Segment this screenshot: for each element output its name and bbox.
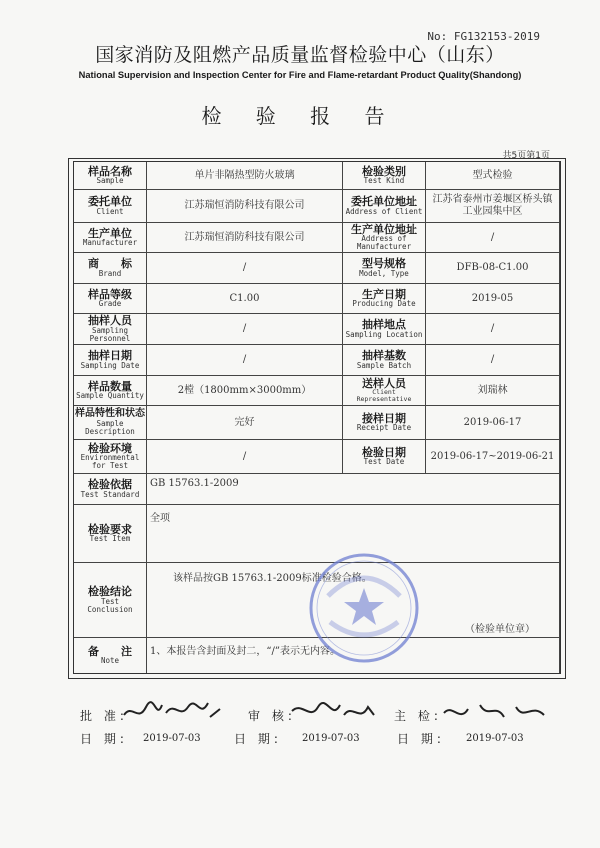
value-sampling-personnel: /	[147, 314, 343, 345]
label-client: 委托单位 Client	[74, 190, 147, 223]
value-producing-date: 2019-05	[426, 284, 560, 314]
value-sample: 单片非隔热型防火玻璃	[147, 162, 343, 190]
inspector-signature-icon	[440, 697, 550, 727]
center-title-cn: 国家消防及阻燃产品质量监督检验中心（山东）	[95, 44, 505, 66]
value-brand: /	[147, 253, 343, 284]
label-sampling-personnel: 抽样人员 Sampling Personnel	[74, 314, 147, 345]
label-test-item: 检验要求 Test Item	[74, 505, 147, 563]
label-manufacturer-address: 生产单位地址 Address of Manufacturer	[343, 223, 426, 253]
label-conclusion: 检验结论 Test Conclusion	[74, 563, 147, 638]
value-model: DFB-08-C1.00	[426, 253, 560, 284]
label-model: 型号规格 Model, Type	[343, 253, 426, 284]
approve-label: 批 准:	[80, 709, 128, 723]
approver-signature-icon	[120, 695, 225, 727]
label-sample-quantity: 样品数量 Sample Quantity	[74, 376, 147, 406]
review-label: 审 核:	[248, 709, 296, 723]
page-info: 共5页第1页	[502, 151, 550, 161]
value-client-representative: 刘瑞林	[426, 376, 560, 406]
report-title: 检 验 报 告	[201, 104, 399, 128]
approve-date-label: 日 期:	[80, 732, 128, 746]
value-conclusion: 该样品按GB 15763.1-2009标准检验合格。	[173, 573, 372, 584]
report-number: No: FG132153-2019	[427, 30, 540, 43]
label-environment: 检验环境 Environmental for Test	[74, 440, 147, 474]
value-test-standard: GB 15763.1-2009	[147, 474, 560, 505]
value-receipt-date: 2019-06-17	[426, 406, 560, 440]
label-sample: 样品名称 Sample	[74, 162, 147, 190]
official-seal-icon	[308, 552, 420, 664]
value-sampling-date: /	[147, 345, 343, 376]
stamp-note: （检验单位章）	[465, 624, 535, 635]
value-sampling-location: /	[426, 314, 560, 345]
label-sample-description: 样品特性和状态 Sample Description	[74, 406, 147, 440]
label-sample-batch: 抽样基数 Sample Batch	[343, 345, 426, 376]
label-manufacturer: 生产单位 Manufacturer	[74, 223, 147, 253]
reviewer-signature-icon	[288, 697, 378, 727]
label-note: 备 注 Note	[74, 638, 147, 673]
approve-date: 2019-07-03	[143, 733, 201, 744]
inspect-date-label: 日 期:	[397, 732, 445, 746]
value-test-kind: 型式检验	[426, 162, 560, 190]
review-date-label: 日 期:	[234, 732, 282, 746]
value-sample-batch: /	[426, 345, 560, 376]
value-sample-quantity: 2樘（1800mm×3000mm）	[147, 376, 343, 406]
inspect-label: 主 检:	[394, 709, 442, 723]
value-test-date: 2019-06-17~2019-06-21	[426, 440, 560, 474]
value-client-address: 江苏省泰州市姜堰区桥头镇工业园集中区	[426, 190, 560, 223]
inspect-date: 2019-07-03	[466, 733, 524, 744]
value-environment: /	[147, 440, 343, 474]
value-manufacturer-address: /	[426, 223, 560, 253]
value-grade: C1.00	[147, 284, 343, 314]
value-manufacturer: 江苏瑞恒消防科技有限公司	[147, 223, 343, 253]
label-client-representative: 送样人员 Client Representative	[343, 376, 426, 406]
value-sample-description: 完好	[147, 406, 343, 440]
label-client-address: 委托单位地址 Address of Client	[343, 190, 426, 223]
label-receipt-date: 接样日期 Receipt Date	[343, 406, 426, 440]
label-test-date: 检验日期 Test Date	[343, 440, 426, 474]
review-date: 2019-07-03	[302, 733, 360, 744]
label-test-kind: 检验类别 Test Kind	[343, 162, 426, 190]
label-sampling-date: 抽样日期 Sampling Date	[74, 345, 147, 376]
center-title-en: National Supervision and Inspection Center for Fire and Flame-retardant Product Quality(Shandong)	[78, 70, 522, 80]
label-sampling-location: 抽样地点 Sampling Location	[343, 314, 426, 345]
label-test-standard: 检验依据 Test Standard	[74, 474, 147, 505]
label-grade: 样品等级 Grade	[74, 284, 147, 314]
label-brand: 商 标 Brand	[74, 253, 147, 284]
value-test-item: 全项	[147, 505, 560, 563]
value-note: 1、本报告含封面及封二，“/”表示无内容。	[147, 638, 560, 673]
label-producing-date: 生产日期 Producing Date	[343, 284, 426, 314]
value-client: 江苏瑞恒消防科技有限公司	[147, 190, 343, 223]
